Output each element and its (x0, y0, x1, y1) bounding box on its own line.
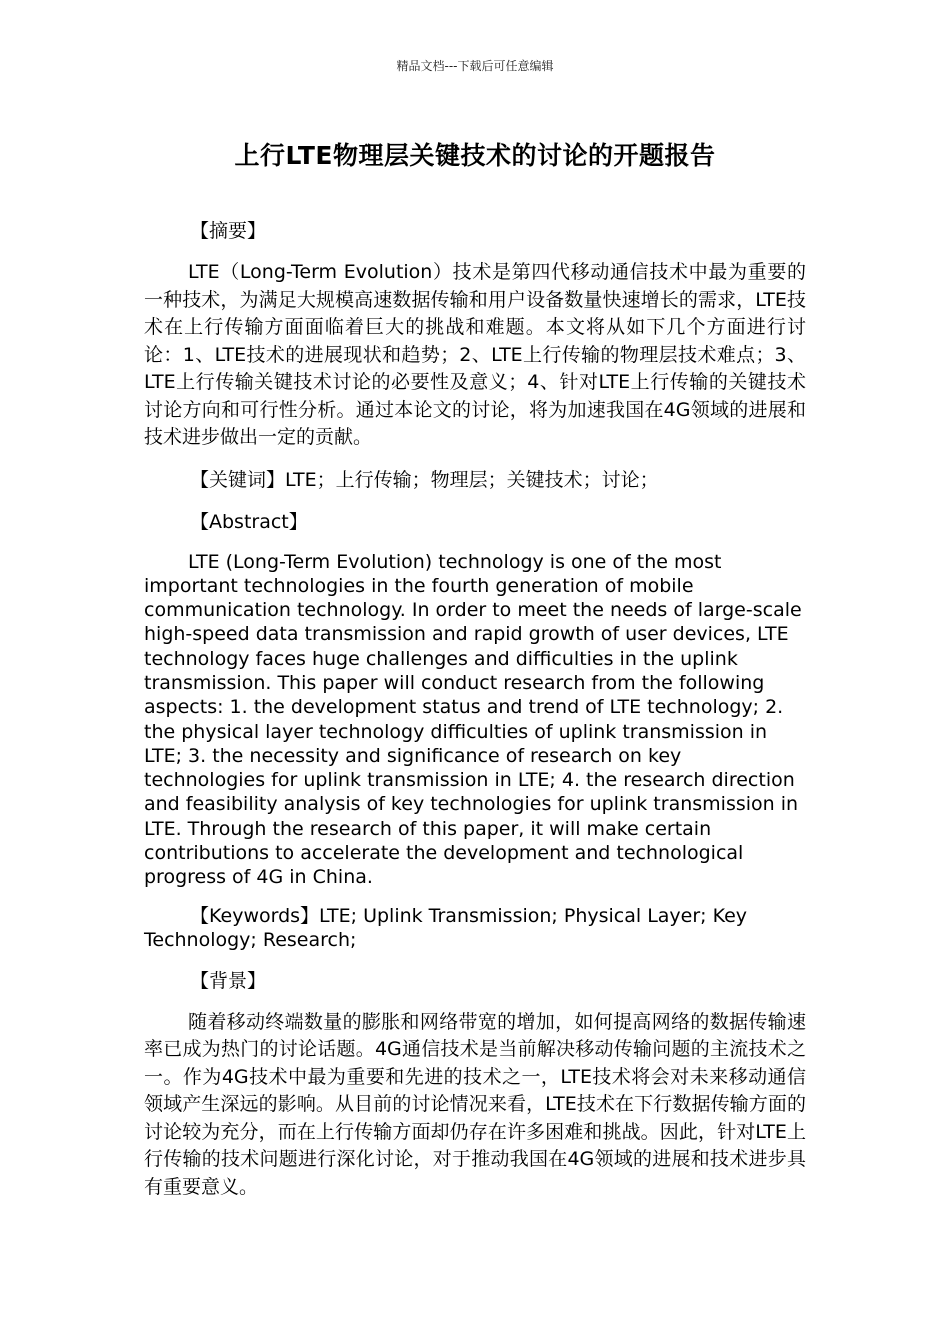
page-header: 精品文档---下载后可任意编辑 (396, 59, 554, 73)
background-paragraph: 随着移动终端数量的膨胀和网络带宽的增加，如何提高网络的数据传输速率已成为热门的讨论话题。4G通信技术是当前解决移动传输问题的主流技术之一。作为4G技术中最为重要和先进的技术之一，LTE技术将会对未来移动通信领域产生深远的影响。从目前的讨论情况来看，LTE技术在下行数据传输方面的讨论较为充分，而在上行传输方面却仍存在许多困难和挑战。因此，针对LTE上行传输的技术问题进行深化讨论，对于推动我国在4G领域的进展和技术进步具有重要意义。 (144, 1010, 806, 1198)
abstract-en-paragraph: LTE (Long-Term Evolution) technology is one of the most important technologies in the fourth generation of mobile communication technology. In order to meet the needs of large-scale high-speed data transmission and rapid growth of user devices, LTE technology faces huge challenges and difficulties in the uplink transmission. This paper will conduct research from the following aspects: 1. the development status and trend of LTE technology; 2. the physical layer technology difficulties of uplink transmission in LTE; 3. the necessity and significance of research on key technologies for uplink transmission in LTE; 4. the research direction and feasibility analysis of key technologies for uplink transmission in LTE. Through the research of this paper, it will make certain contributions to accelerate the development and technological progress of 4G in China. (144, 550, 802, 889)
abstract-en-heading: 【Abstract】 (190, 510, 308, 533)
abstract-cn-heading: 【摘要】 (190, 220, 267, 242)
document-body (144, 217, 806, 1215)
abstract-cn-paragraph: LTE（Long-Term Evolution）技术是第四代移动通信技术中最为重要的一种技术，为满足大规模高速数据传输和用户设备数量快速增长的需求，LTE技术在上行传输方面面临着巨大的挑战和难题。本文将从如下几个方面进行讨论：1、LTE技术的进展现状和趋势；2、LTE上行传输的物理层技术难点；3、LTE上行传输关键技术讨论的必要性及意义；4、针对LTE上行传输的关键技术讨论方向和可行性分析。通过本论文的讨论，将为加速我国在4G领域的进展和技术进步做出一定的贡献。 (144, 261, 806, 448)
keywords-en: 【Keywords】LTE; Uplink Transmission; Physical Layer; Key Technology; Research; (144, 904, 748, 952)
keywords-cn: 【关键词】LTE；上行传输；物理层；关键技术；讨论； (190, 468, 659, 491)
background-heading: 【背景】 (190, 969, 267, 992)
document-title: 上行LTE物理层关键技术的讨论的开题报告 (234, 141, 716, 170)
